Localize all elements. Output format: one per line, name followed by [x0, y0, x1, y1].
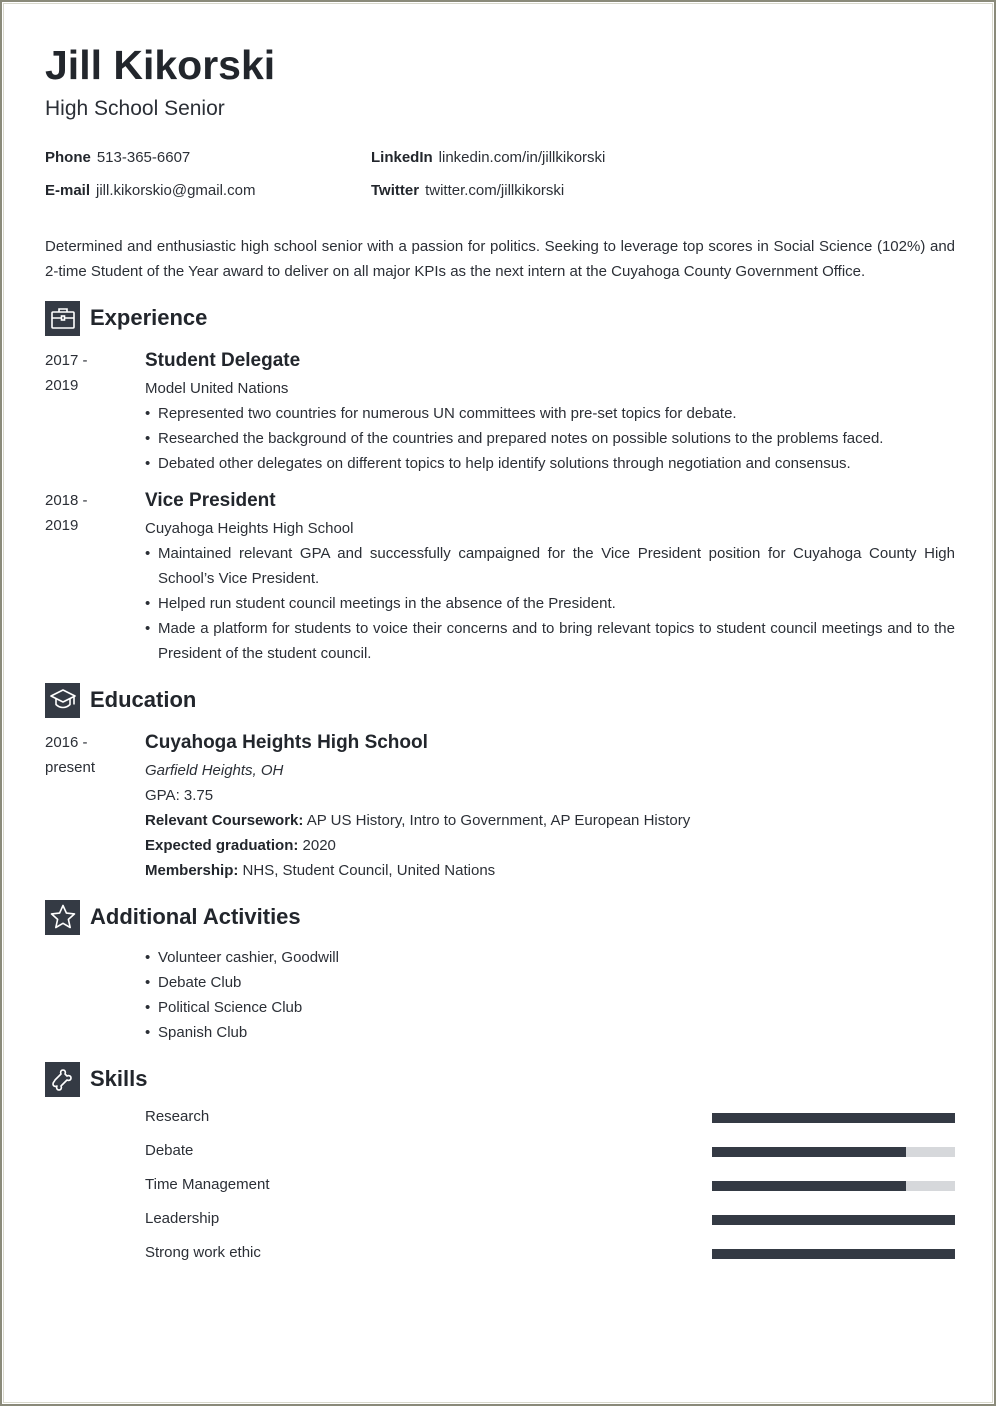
membership-line	[145, 858, 955, 883]
resume-content	[45, 42, 955, 1277]
experience-entry	[45, 488, 955, 666]
graduation-label: Expected graduation:	[145, 837, 299, 854]
skill-row	[45, 1243, 955, 1277]
entry-date-end: present	[45, 759, 96, 776]
entry-dates	[45, 348, 145, 476]
entry-body	[145, 488, 955, 666]
experience-title: Experience	[90, 305, 208, 330]
membership-label: Membership:	[145, 862, 239, 879]
graduation-cap-icon	[45, 683, 80, 718]
skill-level-fill	[712, 1249, 955, 1259]
contact-linkedin-value[interactable]: linkedin.com/in/jillkikorski	[438, 149, 606, 166]
graduation-line	[145, 833, 955, 858]
skill-name: Research	[145, 1108, 210, 1125]
skill-name: Strong work ethic	[145, 1244, 261, 1261]
education-section-header	[45, 682, 955, 718]
skill-level-fill	[712, 1215, 955, 1225]
skill-name: Debate	[145, 1142, 194, 1159]
briefcase-icon	[45, 301, 80, 336]
skill-row	[45, 1141, 955, 1175]
contact-email-value[interactable]: jill.kikorskio@gmail.com	[96, 182, 256, 199]
activities-list	[145, 945, 955, 1045]
contact-phone-label: Phone	[45, 149, 91, 166]
education-entry	[45, 730, 955, 883]
education-title: Education	[90, 687, 197, 712]
entry-date-start: 2017 -	[45, 352, 88, 369]
list-item: • Researched the background of the countries and prepared notes on possible solutions to the problems faced.	[145, 426, 955, 451]
experience-section-header	[45, 300, 955, 336]
skill-level-bar	[712, 1147, 955, 1157]
activities-title: Additional Activities	[90, 904, 301, 929]
school-name: Cuyahoga Heights High School	[145, 732, 428, 753]
skills-list	[45, 1107, 955, 1277]
experience-entry	[45, 348, 955, 476]
skills-title: Skills	[90, 1066, 148, 1091]
skill-row	[45, 1209, 955, 1243]
organization: Model United Nations	[145, 380, 289, 397]
school-location: Garfield Heights, OH	[145, 762, 284, 779]
entry-date-end: 2019	[45, 377, 79, 394]
list-item: • Maintained relevant GPA and successfully campaigned for the Vice President position for Cuyahoga County High School’s Vice President.	[145, 541, 955, 591]
contact-twitter-value[interactable]: twitter.com/jillkikorski	[425, 182, 565, 199]
skill-level-fill	[712, 1147, 906, 1157]
skill-row	[45, 1175, 955, 1209]
contact-linkedin	[371, 148, 605, 168]
contact-email	[45, 181, 255, 201]
skill-level-bar	[712, 1181, 955, 1191]
skill-row	[45, 1107, 955, 1141]
entry-dates	[45, 730, 145, 883]
skill-level-fill	[712, 1181, 906, 1191]
list-item: • Political Science Club	[145, 995, 955, 1020]
skill-level-bar	[712, 1215, 955, 1225]
star-icon	[45, 900, 80, 935]
bullet-list	[145, 541, 955, 666]
candidate-role: High School Senior	[45, 97, 225, 120]
entry-body	[145, 730, 955, 883]
list-item: • Made a platform for students to voice their concerns and to bring relevant topics to student council meetings and to the President of the student council.	[145, 616, 955, 666]
list-item: • Debated other delegates on different topics to help identify solutions through negotiation and consensus.	[145, 451, 955, 476]
entry-body	[145, 348, 955, 476]
candidate-name: Jill Kikorski	[45, 42, 276, 88]
skill-name: Time Management	[145, 1176, 270, 1193]
job-title: Student Delegate	[145, 350, 301, 371]
list-item: • Spanish Club	[145, 1020, 955, 1045]
skill-level-fill	[712, 1113, 955, 1123]
bullet-list	[145, 401, 955, 476]
list-item: • Represented two countries for numerous UN committees with pre-set topics for debate.	[145, 401, 955, 426]
contact-linkedin-label: LinkedIn	[371, 149, 433, 166]
contact-block	[45, 144, 955, 214]
summary-paragraph: Determined and enthusiastic high school senior with a passion for politics. Seeking to leverage top scores in Social Science (102%) and 2-time Student of the Year award to deliver on all major KPIs as the next intern at the Cuyahoga County Government Office.	[45, 238, 955, 280]
contact-phone	[45, 148, 190, 168]
gpa: GPA: 3.75	[145, 787, 214, 804]
contact-twitter-label: Twitter	[371, 182, 420, 199]
job-title: Vice President	[145, 490, 276, 511]
entry-date-start: 2018 -	[45, 492, 88, 509]
skill-name: Leadership	[145, 1210, 220, 1227]
organization: Cuyahoga Heights High School	[145, 520, 354, 537]
membership-value: NHS, Student Council, United Nations	[242, 862, 496, 879]
list-item: • Helped run student council meetings in the absence of the President.	[145, 591, 955, 616]
graduation-value: 2020	[302, 837, 336, 854]
puzzle-icon	[45, 1062, 80, 1097]
coursework-value: AP US History, Intro to Government, AP European History	[306, 812, 691, 829]
list-item: • Debate Club	[145, 970, 955, 995]
coursework-label: Relevant Coursework:	[145, 812, 304, 829]
entry-dates	[45, 488, 145, 666]
coursework-line	[145, 808, 955, 833]
entry-date-start: 2016 -	[45, 734, 88, 751]
skill-level-bar	[712, 1113, 955, 1123]
contact-twitter	[371, 181, 564, 201]
list-item: • Volunteer cashier, Goodwill	[145, 945, 955, 970]
contact-email-label: E-mail	[45, 182, 91, 199]
contact-phone-value[interactable]: 513-365-6607	[96, 149, 191, 166]
entry-date-end: 2019	[45, 517, 79, 534]
skill-level-bar	[712, 1249, 955, 1259]
skills-section-header	[45, 1061, 955, 1097]
activities-section-header	[45, 899, 955, 935]
